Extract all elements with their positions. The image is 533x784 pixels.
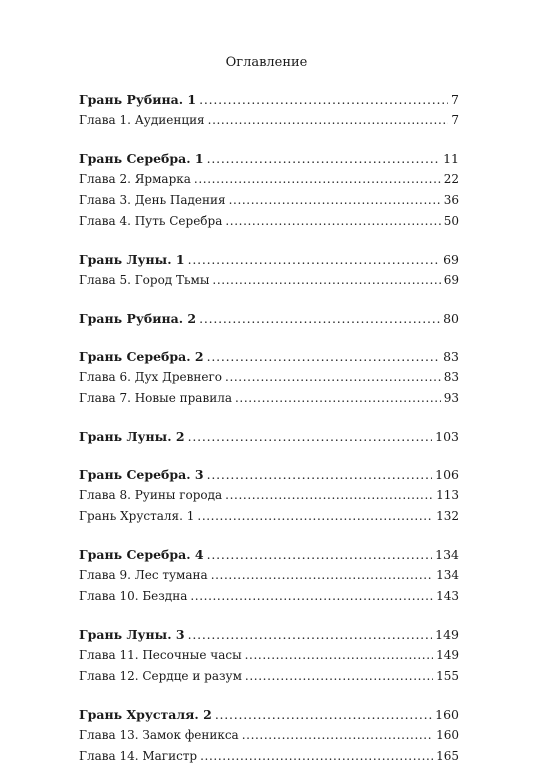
dot-leader	[211, 565, 433, 586]
chapter-title: Грань Хрусталя. 1	[79, 509, 195, 523]
toc-part-entry[interactable]	[79, 148, 459, 169]
toc-part-entry[interactable]	[79, 624, 459, 645]
chapter-title: Глава 5. Город Тьмы	[79, 273, 210, 287]
dot-leader	[197, 506, 433, 527]
toc-chapter-entry[interactable]	[79, 367, 459, 388]
page-number: 69	[443, 273, 459, 287]
toc-chapter-entry[interactable]	[79, 645, 459, 666]
dot-leader	[225, 485, 433, 506]
chapter-title: Глава 3. День Падения	[79, 193, 226, 207]
page-number: 132	[436, 509, 459, 523]
toc-section	[79, 704, 459, 767]
page-number: 50	[443, 214, 459, 228]
page-number: 160	[436, 728, 459, 742]
part-title: Грань Луны. 2	[79, 429, 185, 444]
toc-chapter-entry[interactable]	[79, 110, 459, 131]
chapter-title: Глава 9. Лес тумана	[79, 568, 208, 582]
part-title: Грань Рубина. 1	[79, 92, 197, 107]
toc-chapter-entry[interactable]	[79, 565, 459, 586]
dot-leader	[225, 211, 440, 232]
part-title: Грань Серебра. 2	[79, 349, 204, 364]
toc-chapter-entry[interactable]	[79, 506, 459, 527]
chapter-title: Глава 13. Замок феникса	[79, 728, 239, 742]
page-number: 134	[436, 568, 459, 582]
page-number: 83	[443, 370, 459, 384]
dot-leader	[229, 190, 441, 211]
page-number: 7	[451, 92, 459, 107]
chapter-title: Глава 8. Руины города	[79, 488, 223, 502]
page-number: 143	[436, 589, 459, 603]
page-number: 134	[435, 547, 459, 562]
part-title: Грань Серебра. 3	[79, 467, 204, 482]
part-title: Грань Серебра. 1	[79, 151, 204, 166]
toc-part-entry[interactable]	[79, 464, 459, 485]
page-number: 149	[435, 627, 459, 642]
toc-part-entry[interactable]	[79, 544, 459, 565]
part-title: Грань Рубина. 2	[79, 311, 197, 326]
page-number: 155	[436, 669, 459, 683]
dot-leader	[190, 586, 433, 607]
page-number: 80	[443, 311, 459, 326]
page-number: 149	[436, 648, 459, 662]
toc-chapter-entry[interactable]	[79, 270, 459, 291]
page-number: 83	[443, 349, 459, 364]
dot-leader	[199, 89, 448, 110]
toc-section	[79, 544, 459, 607]
toc-section	[79, 346, 459, 409]
page-number: 22	[443, 172, 459, 186]
chapter-title: Глава 14. Магистр	[79, 749, 198, 763]
table-of-contents	[79, 89, 459, 784]
part-title: Грань Хрусталя. 2	[79, 707, 212, 722]
toc-part-entry[interactable]	[79, 89, 459, 110]
chapter-title: Глава 6. Дух Древнего	[79, 370, 223, 384]
chapter-title: Глава 4. Путь Серебра	[79, 214, 223, 228]
dot-leader	[242, 725, 433, 746]
page-number: 7	[451, 113, 459, 127]
page-number: 165	[436, 749, 459, 763]
toc-chapter-entry[interactable]	[79, 746, 459, 767]
dot-leader	[212, 270, 440, 291]
dot-leader	[245, 645, 433, 666]
toc-chapter-entry[interactable]	[79, 211, 459, 232]
dot-leader	[200, 746, 433, 767]
chapter-title: Глава 10. Бездна	[79, 589, 188, 603]
page-number: 11	[443, 151, 459, 166]
chapter-title: Глава 12. Сердце и разум	[79, 669, 242, 683]
dot-leader	[245, 666, 433, 687]
dot-leader	[208, 110, 449, 131]
dot-leader	[225, 367, 441, 388]
dot-leader	[194, 169, 441, 190]
toc-part-entry[interactable]	[79, 249, 459, 270]
toc-section	[79, 249, 459, 291]
dot-leader	[199, 308, 440, 329]
toc-section	[79, 464, 459, 527]
chapter-title: Глава 1. Аудиенция	[79, 113, 205, 127]
toc-section	[79, 308, 459, 329]
dot-leader	[235, 388, 441, 409]
chapter-title: Глава 2. Ярмарка	[79, 172, 191, 186]
toc-part-entry[interactable]	[79, 426, 459, 447]
page-title: Оглавление	[225, 55, 308, 70]
toc-part-entry[interactable]	[79, 346, 459, 367]
part-title: Грань Луны. 3	[79, 627, 185, 642]
toc-section	[79, 89, 459, 131]
toc-chapter-entry[interactable]	[79, 388, 459, 409]
part-title: Грань Серебра. 4	[79, 547, 204, 562]
page-number: 160	[435, 707, 459, 722]
toc-chapter-entry[interactable]	[79, 485, 459, 506]
dot-leader	[188, 249, 441, 270]
page-number: 69	[443, 252, 459, 267]
dot-leader	[188, 426, 433, 447]
toc-section	[79, 426, 459, 447]
dot-leader	[207, 148, 440, 169]
toc-section	[79, 624, 459, 687]
page-number: 93	[443, 391, 459, 405]
toc-chapter-entry[interactable]	[79, 725, 459, 746]
toc-section	[79, 148, 459, 232]
part-title: Грань Луны. 1	[79, 252, 185, 267]
toc-chapter-entry[interactable]	[79, 169, 459, 190]
toc-part-entry[interactable]	[79, 308, 459, 329]
dot-leader	[207, 544, 433, 565]
dot-leader	[207, 346, 440, 367]
toc-chapter-entry[interactable]	[79, 586, 459, 607]
page-number: 103	[435, 429, 459, 444]
dot-leader	[215, 704, 432, 725]
page-number: 36	[443, 193, 459, 207]
toc-chapter-entry[interactable]	[79, 666, 459, 687]
toc-chapter-entry[interactable]	[79, 190, 459, 211]
page-number: 106	[435, 467, 459, 482]
chapter-title: Глава 11. Песочные часы	[79, 648, 242, 662]
toc-part-entry[interactable]	[79, 704, 459, 725]
chapter-title: Глава 7. Новые правила	[79, 391, 232, 405]
dot-leader	[188, 624, 433, 645]
dot-leader	[207, 464, 433, 485]
page-number: 113	[436, 488, 459, 502]
